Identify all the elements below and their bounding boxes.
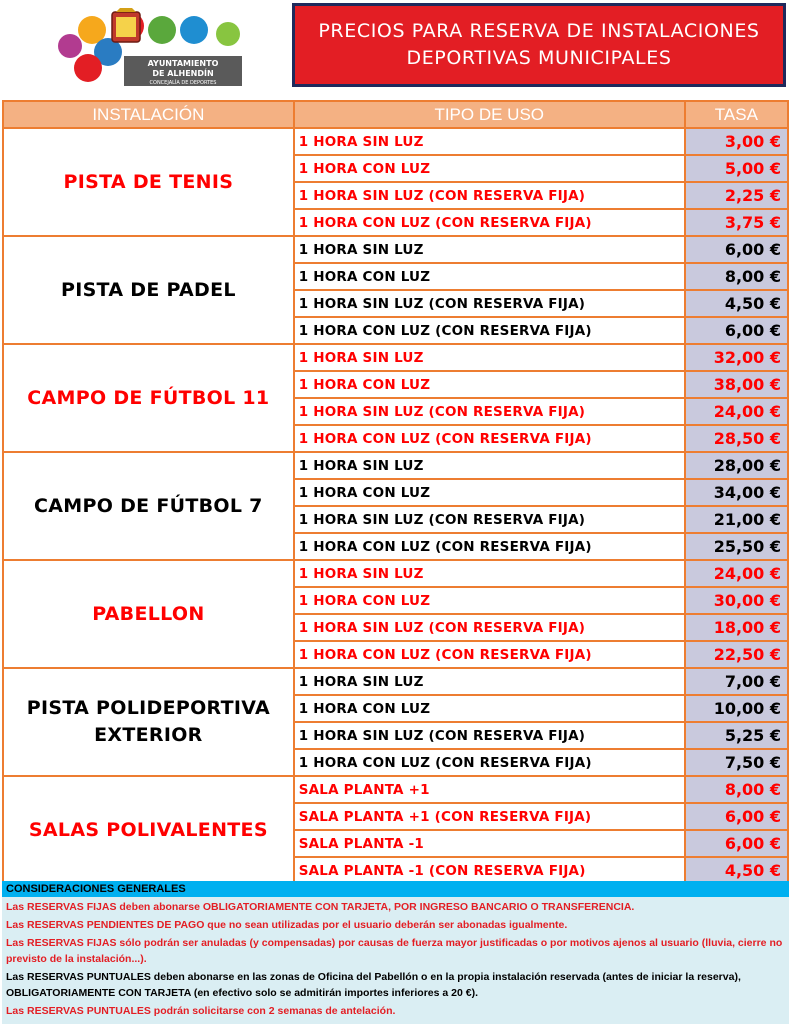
col-header-instalacion: INSTALACIÓN — [3, 101, 294, 128]
table-row — [3, 668, 788, 695]
svg-text:AYUNTAMIENTO: AYUNTAMIENTO — [147, 59, 219, 68]
tipo-uso-cell: 1 HORA SIN LUZ (CON RESERVA FIJA) — [294, 722, 685, 749]
tipo-uso-cell: SALA PLANTA -1 — [294, 830, 685, 857]
tipo-uso-cell: 1 HORA CON LUZ — [294, 479, 685, 506]
tasa-cell: 3,75 € — [685, 209, 788, 236]
instalacion-name: SALAS POLIVALENTES — [3, 776, 294, 884]
tipo-uso-cell: 1 HORA SIN LUZ — [294, 668, 685, 695]
tipo-uso-cell: 1 HORA CON LUZ (CON RESERVA FIJA) — [294, 533, 685, 560]
tasa-cell: 5,25 € — [685, 722, 788, 749]
tasa-cell: 4,50 € — [685, 290, 788, 317]
instalacion-name: PISTA DE PADEL — [3, 236, 294, 344]
tipo-uso-cell: SALA PLANTA +1 — [294, 776, 685, 803]
tasa-cell: 22,50 € — [685, 641, 788, 668]
ayuntamiento-logo — [52, 8, 252, 88]
tasa-cell: 2,25 € — [685, 182, 788, 209]
tipo-uso-cell: 1 HORA SIN LUZ (CON RESERVA FIJA) — [294, 614, 685, 641]
tasa-cell: 8,00 € — [685, 776, 788, 803]
instalacion-name: CAMPO DE FÚTBOL 11 — [3, 344, 294, 452]
table-row — [3, 236, 788, 263]
tipo-uso-cell: 1 HORA CON LUZ (CON RESERVA FIJA) — [294, 209, 685, 236]
tipo-uso-cell: 1 HORA SIN LUZ — [294, 128, 685, 155]
tasa-cell: 24,00 € — [685, 398, 788, 425]
tasa-cell: 5,00 € — [685, 155, 788, 182]
tipo-uso-cell: 1 HORA CON LUZ — [294, 371, 685, 398]
table-row — [3, 560, 788, 587]
tipo-uso-cell: 1 HORA SIN LUZ — [294, 560, 685, 587]
tasa-cell: 6,00 € — [685, 317, 788, 344]
tasa-cell: 6,00 € — [685, 236, 788, 263]
table-row — [3, 344, 788, 371]
tipo-uso-cell: 1 HORA SIN LUZ — [294, 452, 685, 479]
tasa-cell: 38,00 € — [685, 371, 788, 398]
tipo-uso-cell: 1 HORA CON LUZ (CON RESERVA FIJA) — [294, 425, 685, 452]
col-header-tipo-uso: TIPO DE USO — [294, 101, 685, 128]
tipo-uso-cell: 1 HORA SIN LUZ (CON RESERVA FIJA) — [294, 182, 685, 209]
table-header-row — [3, 101, 788, 128]
tipo-uso-cell: 1 HORA CON LUZ — [294, 263, 685, 290]
tipo-uso-cell: 1 HORA SIN LUZ — [294, 236, 685, 263]
tasa-cell: 28,00 € — [685, 452, 788, 479]
tasa-cell: 28,50 € — [685, 425, 788, 452]
instalacion-name: CAMPO DE FÚTBOL 7 — [3, 452, 294, 560]
tipo-uso-cell: SALA PLANTA +1 (CON RESERVA FIJA) — [294, 803, 685, 830]
tasa-cell: 18,00 € — [685, 614, 788, 641]
tipo-uso-cell: 1 HORA CON LUZ (CON RESERVA FIJA) — [294, 317, 685, 344]
tipo-uso-cell: 1 HORA CON LUZ — [294, 695, 685, 722]
tasa-cell: 6,00 € — [685, 830, 788, 857]
tasa-cell: 25,50 € — [685, 533, 788, 560]
consideration-item: Las RESERVAS PUNTUALES deben abonarse en las zonas de Oficina del Pabellón o en la propia instalación reservada (antes de iniciar la reserva), OBLIGATORIAMENTE CON TARJETA (en efectivo solo se admitirán importes inferiores a 20 €). — [6, 971, 741, 999]
consideration-item: Las RESERVAS PUNTUALES podrán solicitarse con 2 semanas de antelación. — [6, 1005, 396, 1017]
tipo-uso-cell: 1 HORA SIN LUZ — [294, 344, 685, 371]
tasa-cell: 7,00 € — [685, 668, 788, 695]
col-header-tasa: TASA — [685, 101, 788, 128]
price-table — [2, 100, 789, 885]
title-banner — [292, 3, 786, 87]
table-row — [3, 128, 788, 155]
tasa-cell: 6,00 € — [685, 803, 788, 830]
svg-text:DE ALHENDÍN: DE ALHENDÍN — [152, 69, 214, 78]
tasa-cell: 34,00 € — [685, 479, 788, 506]
tipo-uso-cell: 1 HORA SIN LUZ (CON RESERVA FIJA) — [294, 398, 685, 425]
tipo-uso-cell: 1 HORA CON LUZ (CON RESERVA FIJA) — [294, 749, 685, 776]
tasa-cell: 30,00 € — [685, 587, 788, 614]
tipo-uso-cell: SALA PLANTA -1 (CON RESERVA FIJA) — [294, 857, 685, 884]
instalacion-name: PISTA POLIDEPORTIVA EXTERIOR — [3, 668, 294, 776]
tasa-cell: 32,00 € — [685, 344, 788, 371]
tasa-cell: 8,00 € — [685, 263, 788, 290]
considerations-panel — [2, 881, 789, 1024]
tasa-cell: 3,00 € — [685, 128, 788, 155]
instalacion-name: PABELLON — [3, 560, 294, 668]
tipo-uso-cell: 1 HORA SIN LUZ (CON RESERVA FIJA) — [294, 506, 685, 533]
instalacion-name: PISTA DE TENIS — [3, 128, 294, 236]
table-row — [3, 452, 788, 479]
page-header — [0, 0, 790, 98]
considerations-title: CONSIDERACIONES GENERALES — [2, 881, 789, 897]
page-title-line1: PRECIOS PARA RESERVA DE INSTALACIONES — [318, 20, 760, 42]
tasa-cell: 10,00 € — [685, 695, 788, 722]
tasa-cell: 7,50 € — [685, 749, 788, 776]
tipo-uso-cell: 1 HORA CON LUZ — [294, 587, 685, 614]
svg-text:CONCEJALÍA DE DEPORTES: CONCEJALÍA DE DEPORTES — [149, 80, 217, 86]
tipo-uso-cell: 1 HORA SIN LUZ (CON RESERVA FIJA) — [294, 290, 685, 317]
table-row — [3, 776, 788, 803]
tasa-cell: 4,50 € — [685, 857, 788, 884]
tasa-cell: 24,00 € — [685, 560, 788, 587]
tasa-cell: 21,00 € — [685, 506, 788, 533]
page-title-line2: DEPORTIVAS MUNICIPALES — [406, 47, 672, 69]
consideration-item: Las RESERVAS FIJAS deben abonarse OBLIGATORIAMENTE CON TARJETA, POR INGRESO BANCARIO O TRANSFERENCIA. — [6, 901, 635, 913]
consideration-item: Las RESERVAS FIJAS sólo podrán ser anuladas (y compensadas) por causas de fuerza mayor justificadas o por motivos ajenos al usuario (lluvia, cierre no previsto de la instalación...). — [6, 937, 783, 965]
tipo-uso-cell: 1 HORA CON LUZ — [294, 155, 685, 182]
tipo-uso-cell: 1 HORA CON LUZ (CON RESERVA FIJA) — [294, 641, 685, 668]
consideration-item: Las RESERVAS PENDIENTES DE PAGO que no sean utilizadas por el usuario deberán ser abonadas igualmente. — [6, 919, 568, 931]
